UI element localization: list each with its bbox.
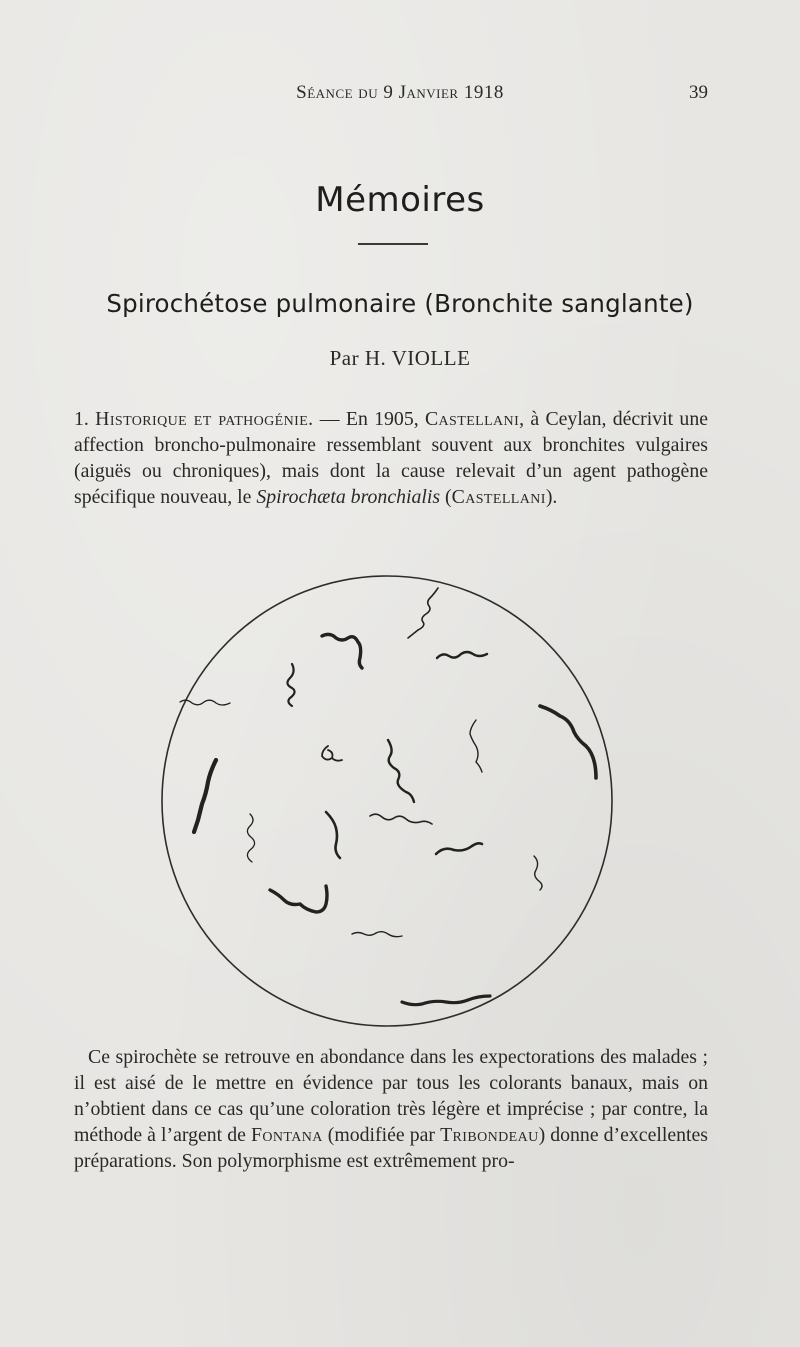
paragraph-text: ( <box>440 486 452 508</box>
paragraph-expectorations <box>74 1044 708 1174</box>
author-name: Fontana <box>250 1124 323 1146</box>
section-divider <box>358 243 428 245</box>
spirochete-13 <box>326 812 340 858</box>
spirochete-microscope-figure <box>150 560 630 1040</box>
paragraph-historique <box>74 406 708 510</box>
running-title: Séance du 9 Janvier 1918 <box>296 82 504 103</box>
paragraph-text: , à Ceylan, décrivit une affection broncho-pulmonaire ressemblant souvent aux bronchites vulgaires (aiguës ou chroniques), mais dont la cause relevait d’un agent pathogène spécifique nouveau, le <box>74 408 708 508</box>
author-name: Castellani <box>451 486 546 508</box>
paragraph-text: (modifiée par <box>322 1124 441 1146</box>
species-name: Spirochæta bronchialis <box>256 486 441 508</box>
page-number: 39 <box>689 82 708 103</box>
spirochete-1 <box>408 588 438 638</box>
spirochete-18 <box>402 996 490 1005</box>
spirochete-15 <box>534 856 542 890</box>
spirochete-11 <box>370 814 432 824</box>
spirochete-2 <box>322 634 362 668</box>
spirochete-7 <box>470 720 482 772</box>
spirochete-5 <box>180 700 230 705</box>
microscope-field-circle <box>162 576 612 1026</box>
spirochete-6 <box>540 706 596 778</box>
author-name: Tribondeau <box>440 1124 539 1146</box>
spirochete-14 <box>436 843 482 854</box>
running-head <box>0 80 800 110</box>
paragraph-heading: Historique et pathogénie. <box>95 408 314 430</box>
spirochete-4 <box>287 664 294 706</box>
author-name: Castellani <box>424 408 520 430</box>
microscope-field-illustration <box>150 560 630 1040</box>
spirochete-12 <box>247 814 254 862</box>
spirochete-9 <box>388 740 414 802</box>
paragraph-text: — En 1905, <box>313 408 425 430</box>
section-title: Mémoires <box>315 180 485 220</box>
spirochete-3 <box>437 652 487 658</box>
paragraph-text: ). <box>545 486 558 508</box>
spirochete-16 <box>270 886 327 912</box>
spirochete-8 <box>322 746 342 761</box>
article-title: Spirochétose pulmonaire (Bronchite sanglante) <box>106 289 694 318</box>
spirochete-10 <box>194 760 216 832</box>
paragraph-text: Ce spirochète se retrouve en abondance dans les expectorations des malades ; il est aisé de le mettre en évidence par tous les colorants banaux, mais on n’obtient dans ce cas qu’une coloration très légère et imprécise ; par contre, la méthode à l’argent de <box>74 1046 708 1146</box>
paragraph-text: ) donne d’excellentes préparations. Son polymorphisme est extrêmement pro- <box>74 1124 708 1172</box>
article-author: Par H. VIOLLE <box>329 346 471 370</box>
paragraph-number: 1. <box>74 408 89 430</box>
spirochete-17 <box>352 932 402 937</box>
